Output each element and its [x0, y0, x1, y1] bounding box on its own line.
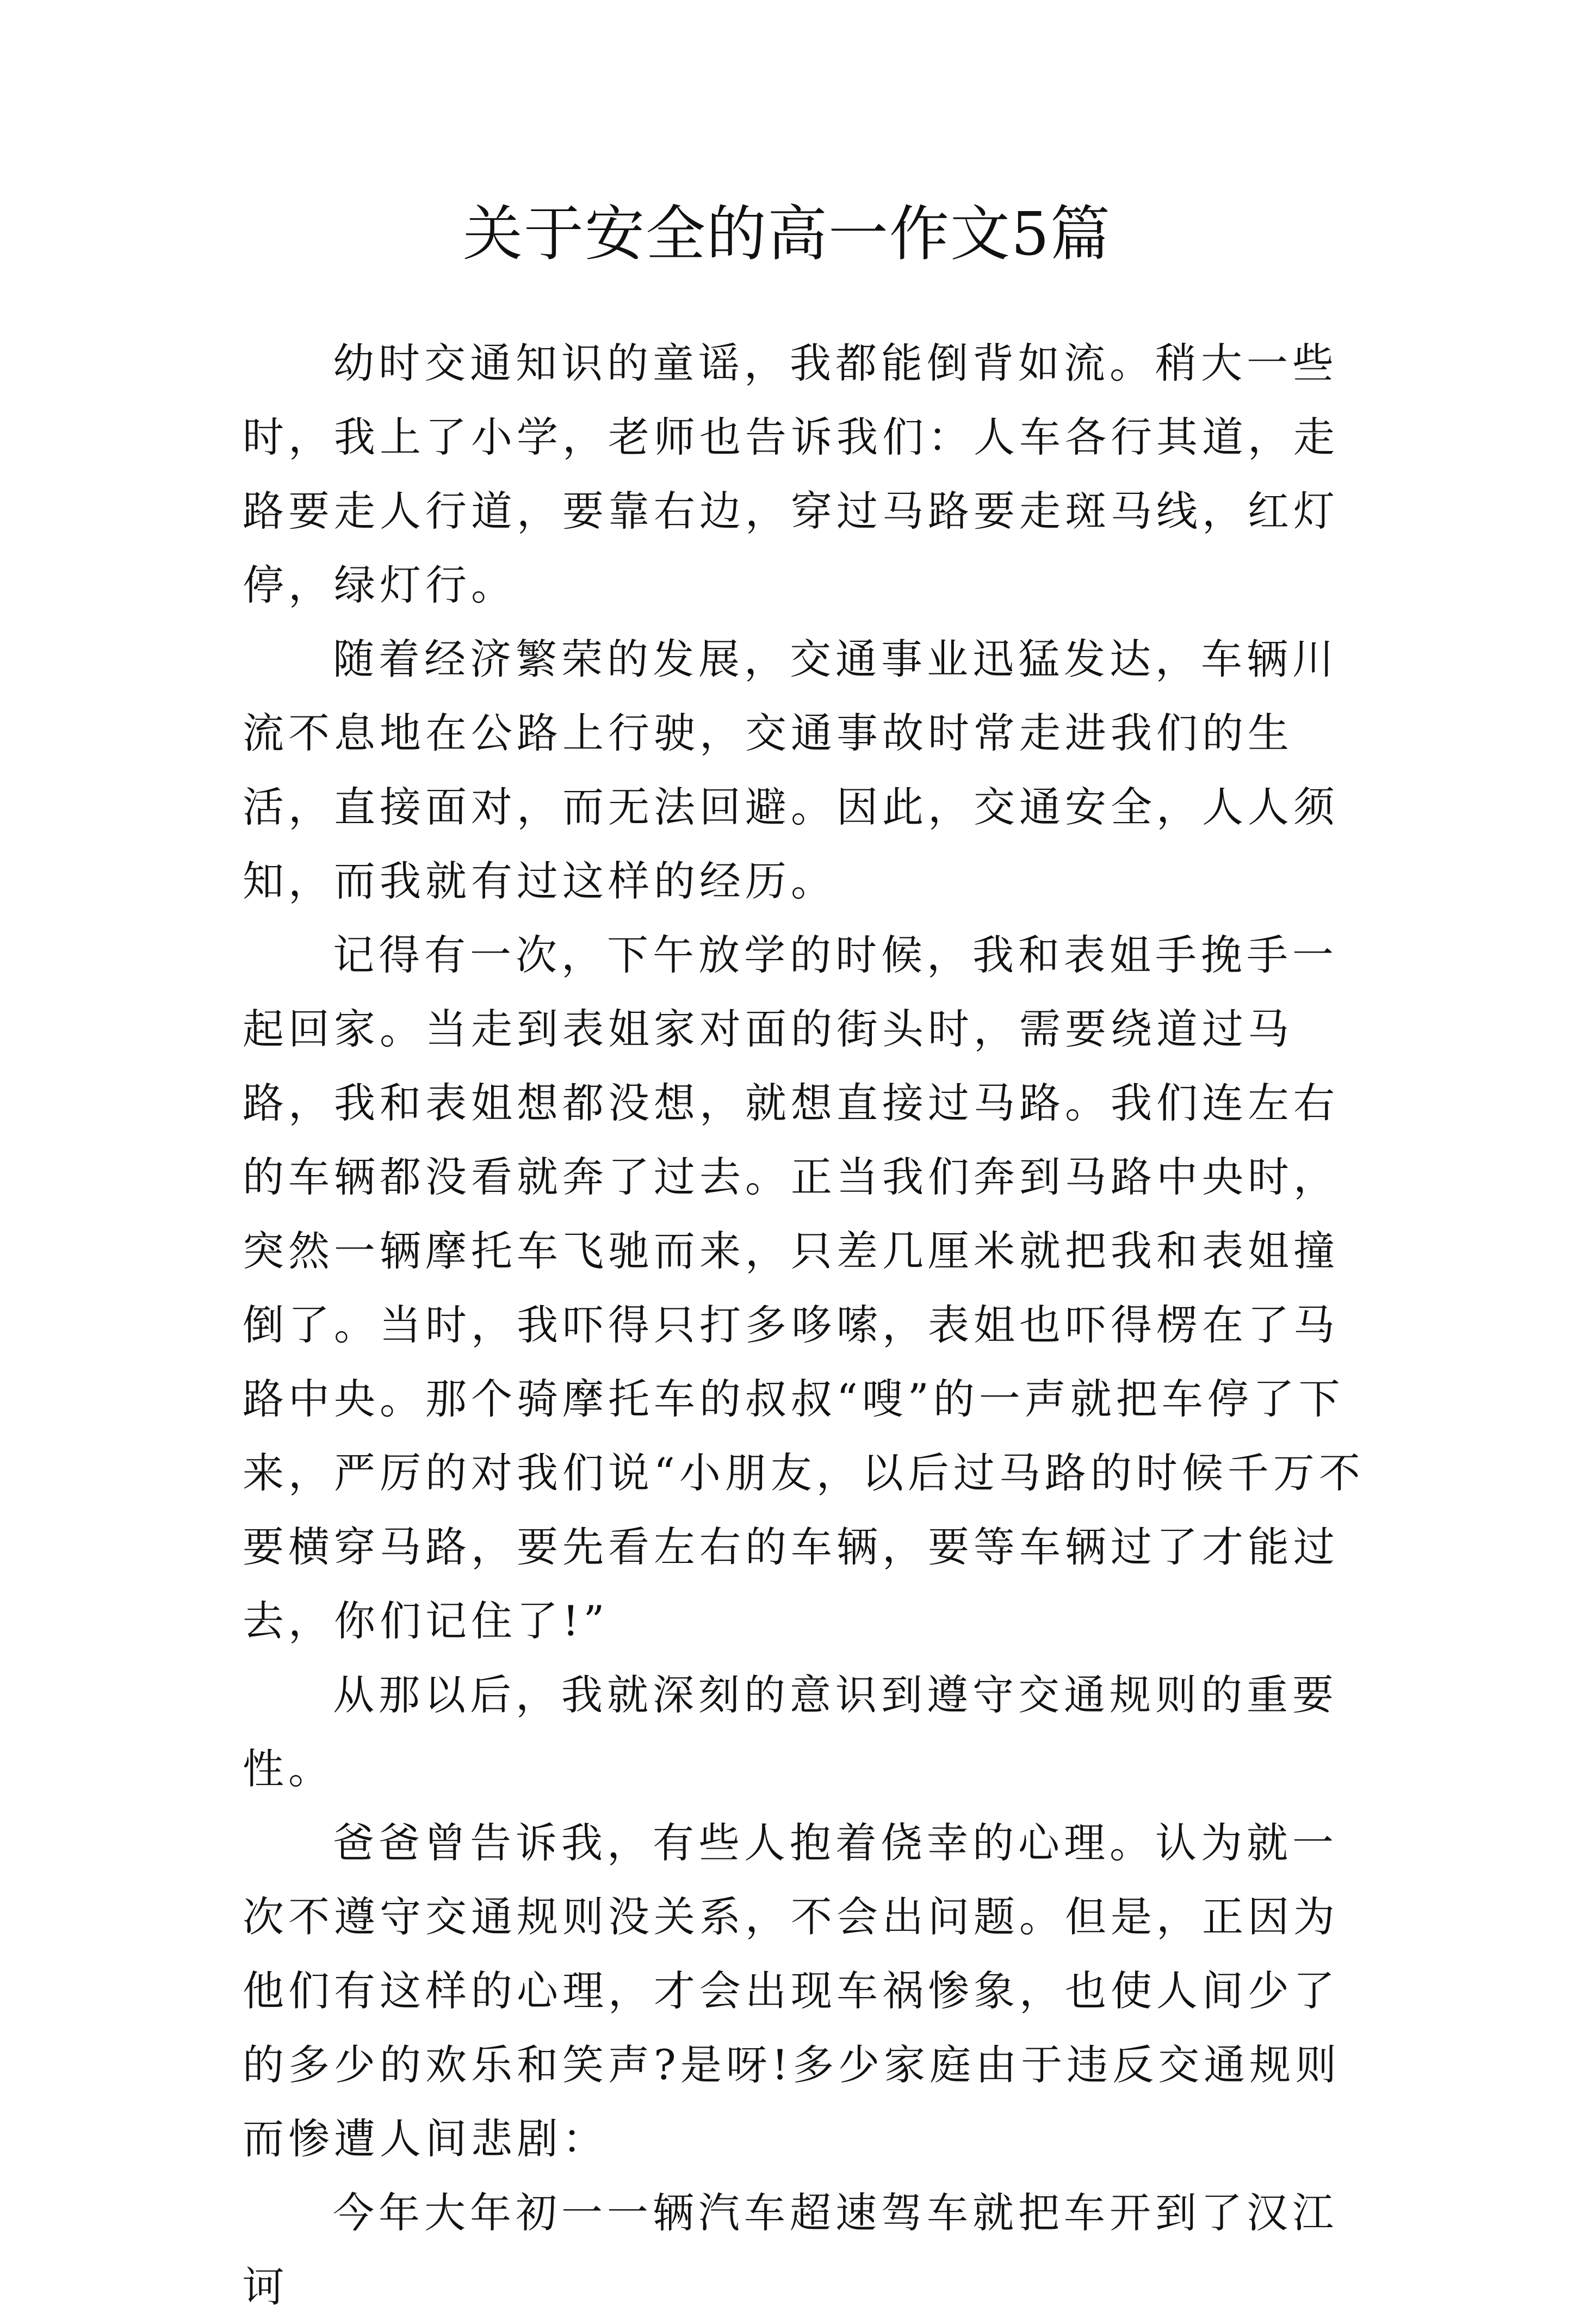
paragraph: 从那以后，我就深刻的意识到遵守交通规则的重要性。 — [243, 1671, 1338, 1793]
paragraph: 今年大年初一一辆汽车超速驾车就把车开到了汉江诃 — [243, 2189, 1338, 2311]
document-title: 关于安全的高一作文5篇 — [463, 199, 1111, 269]
paragraph: 幼时交通知识的童谣，我都能倒背如流。稍大一些时，我上了小学，老师也告诉我们：人车各行其道，走路要走人行道，要靠右边，穿过马路要走斑马线，红灯停，绿灯行。 — [243, 339, 1339, 609]
paragraph: 随着经济繁荣的发展，交通事业迅猛发达，车辆川流不息地在公路上行驶，交通事故时常走进我们的生活，直接面对，而无法回避。因此，交通安全，人人须知，而我就有过这样的经历。 — [243, 635, 1339, 905]
document-body — [243, 326, 1379, 2324]
paragraph: 爸爸曾告诉我，有些人抱着侥幸的心理。认为就一次不遵守交通规则没关系，不会出问题。但是，正因为他们有这样的心理，才会出现车祸惨象，也使人间少了的多少的欢乐和笑声?是呀!多少家庭由于违反交通规则而惨遭人间悲剧： — [243, 1819, 1341, 2163]
paragraph: 记得有一次，下午放学的时候，我和表姐手挽手一起回家。当走到表姐家对面的街头时，需要绕道过马路，我和表姐想都没想，就想直接过马路。我们连左右的车辆都没看就奔了过去。正当我们奔到马路中央时，突然一辆摩托车飞驰而来，只差几厘米就把我和表姐撞倒了。当时，我吓得只打多哆嗦，表姐也吓得楞在了马路中央。那个骑摩托车的叔叔“嗖”的一声就把车停了下来，严厉的对我们说“小朋友，以后过马路的时候千万不要横穿马路，要先看左右的车辆，要等车辆过了才能过去，你们记住了!” — [243, 931, 1365, 1645]
